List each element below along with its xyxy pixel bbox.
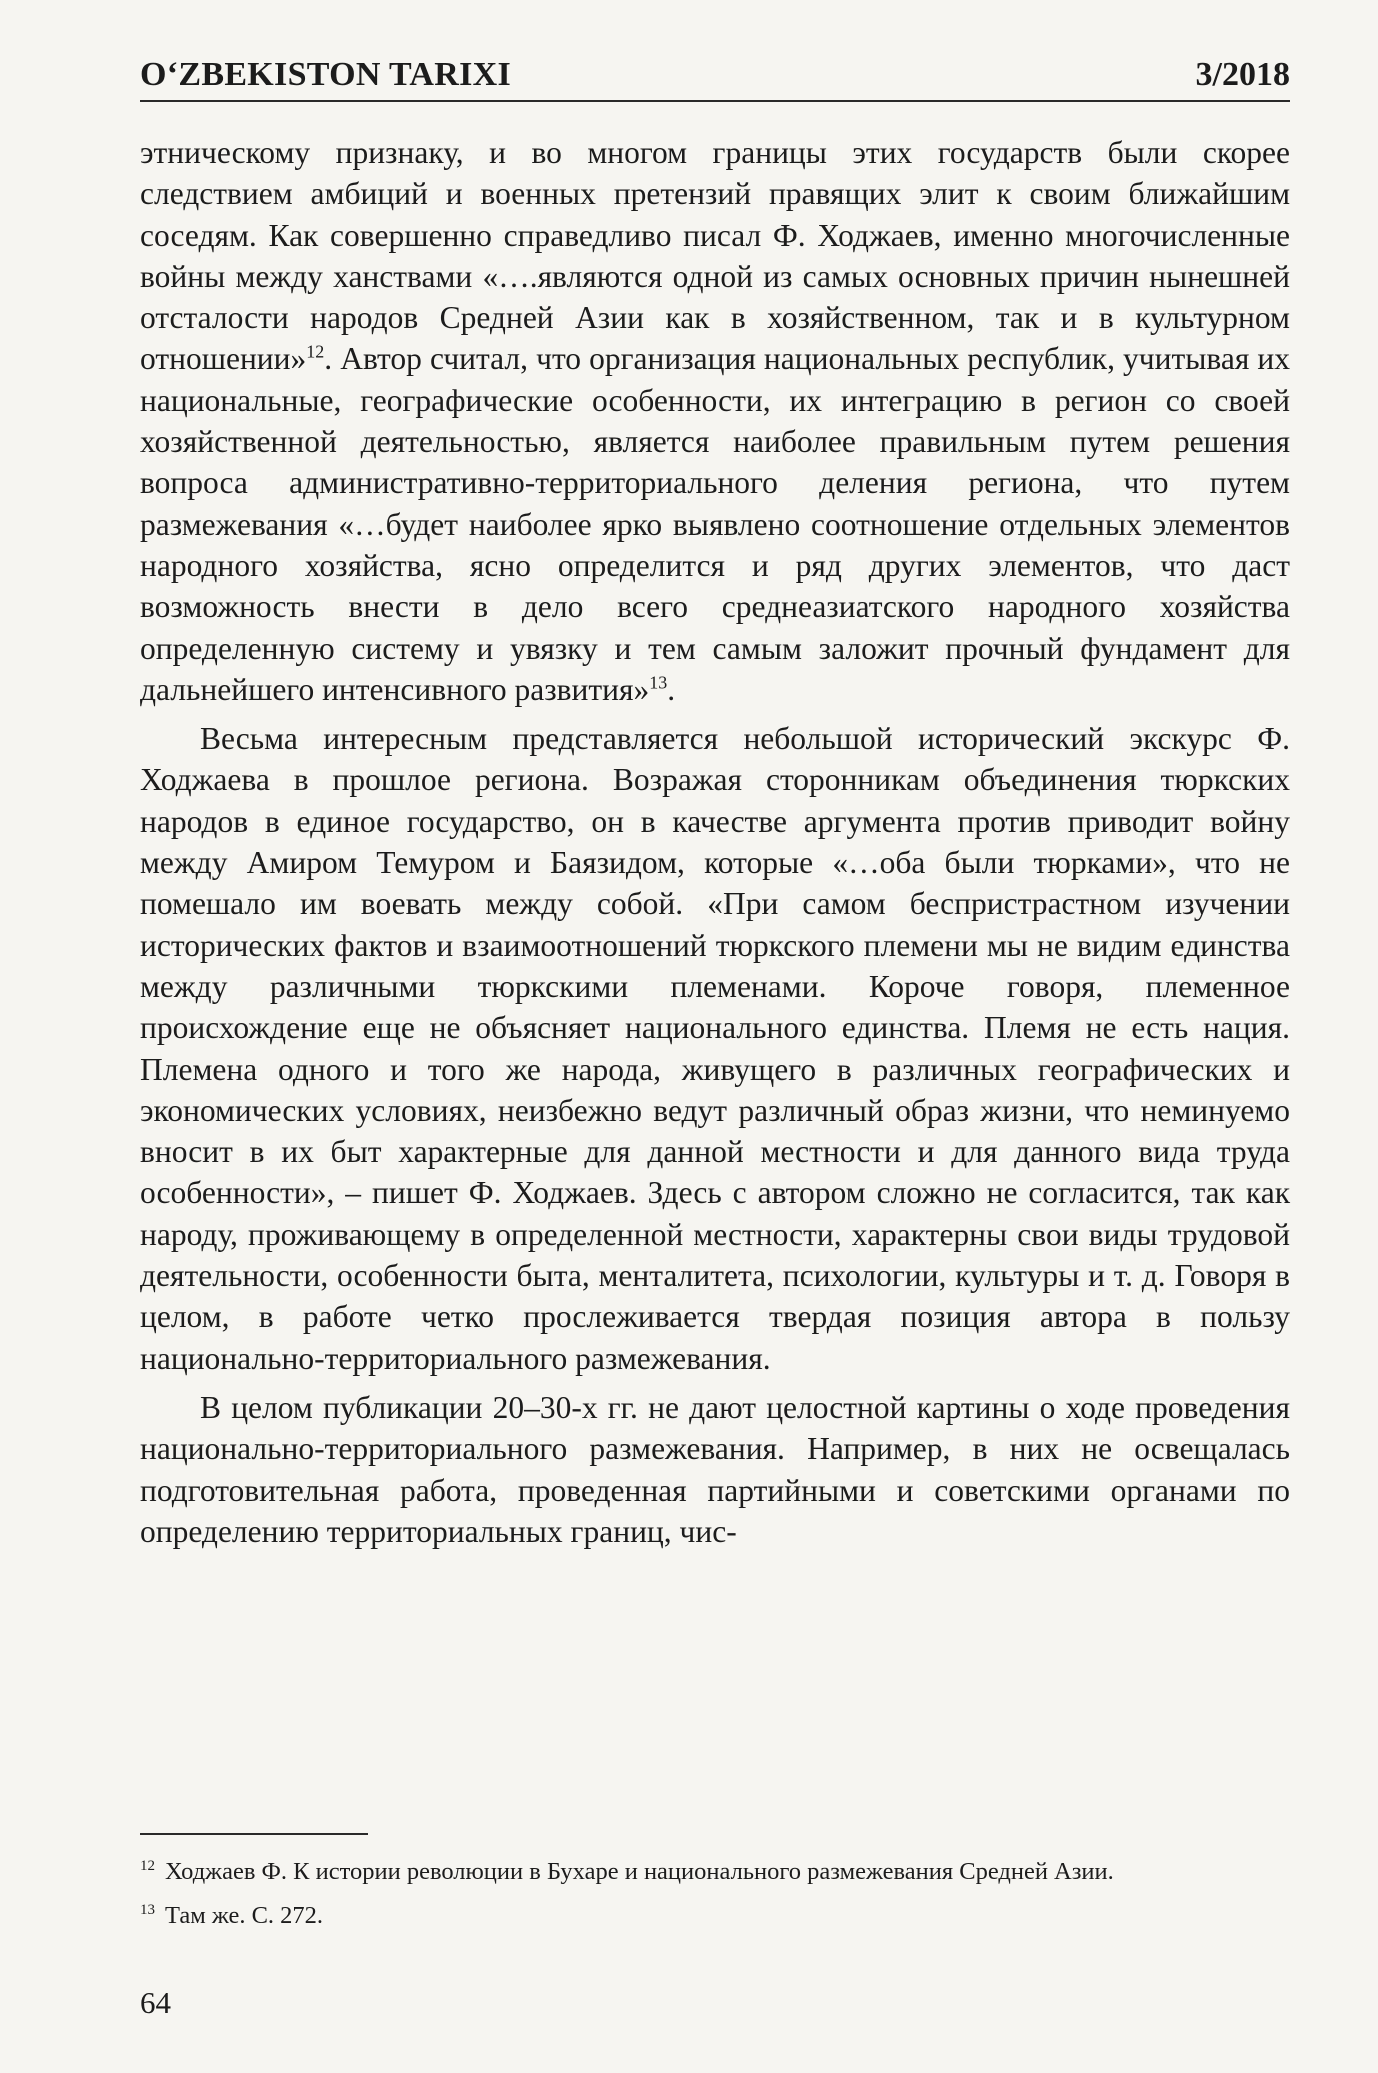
footnote-13	[140, 1894, 1300, 1938]
footnote-text: Ходжаев Ф. К истории революции в Бухаре и национального размежевания Средней Азии.	[165, 1858, 1114, 1885]
footnote-divider	[140, 1833, 368, 1835]
paragraph-1	[140, 132, 1290, 710]
paragraph-1-text: этническому признаку, и во многом границы этих государств были скорее следствием амбиций и военных претензий правящих элит к своим ближайшим соседям. Как совершенно справедливо писал Ф. Ходжаев, именно многочисленные войны между ханствами «….являются одной из самых основных причин нынешней отсталости народов Средней Азии как в хозяйственном, так и в культурном отношении»	[140, 135, 1290, 377]
running-header	[140, 52, 1290, 102]
issue-number: 3/2018	[1180, 56, 1290, 94]
journal-title: O‘ZBEKISTON TARIXI	[140, 56, 527, 94]
paragraph-2: Весьма интересным представляется небольшой исторический экскурс Ф. Ходжаева в прошлое региона. Возражая сторонникам объединения тюркских народов в единое государство, он в качестве аргумента против приводит войну между Амиром Темуром и Баязидом, которые «…оба были тюрками», что не помешало им воевать между собой. «При самом беспристрастном изучении исторических фактов и взаимоотношений тюркского племени мы не видим единства между различными тюркскими племенами. Короче говоря, племенное происхождение еще не объясняет национального единства. Племя не есть нация. Племена одного и того же народа, живущего в различных географических и экономических условиях, неизбежно ведут различный образ жизни, что неминуемо вносит в их быт характерные для данной местности и для данного вида труда особенности», – пишет Ф. Ходжаев. Здесь с автором сложно не согласится, так как народу, проживающему в определенной местности, характерны свои виды трудовой деятельности, особенности быта, менталитета, психологии, культуры и т. д. Говоря в целом, в работе четко прослеживается твердая позиция автора в пользу национально-территориального размежевания.	[140, 721, 1290, 1376]
footnote-ref-12[interactable]: 12	[306, 341, 325, 362]
footnote-12	[140, 1850, 1300, 1894]
footnote-ref-13[interactable]: 13	[649, 672, 668, 693]
paragraph-1-text-after: . Автор считал, что организация национальных республик, учитывая их национальные, географические особенности, их интеграцию в регион со своей хозяйственной деятельностью, является наиболее правильным путем решения вопроса административно-территориального деления региона, что путем размежевания «…будет наиболее ярко выявлено соотношение отдельных элементов народного хозяйства, ясно определится и ряд других элементов, что даст возможность внести в дело всего среднеазиатского народного хозяйства определенную систему и увязку и тем самым заложит прочный фундамент для дальнейшего интенсивного развития»	[140, 341, 1290, 707]
page-number: 64	[140, 1985, 171, 2020]
footnote-text: Там же. С. 272.	[165, 1902, 324, 1929]
footnote-number: 12	[140, 1857, 155, 1874]
footnotes	[140, 1850, 1300, 1938]
footnote-number: 13	[140, 1901, 155, 1918]
paragraph-1-text-end: .	[667, 671, 676, 707]
body-text	[140, 132, 1290, 1552]
paragraph-3: В целом публикации 20–30-х гг. не дают целостной картины о ходе проведения национально-территориального размежевания. Например, в них не освещалась подготовительная работа, проведенная партийными и советскими органами по определению территориальных границ, чис-	[140, 1389, 1290, 1549]
